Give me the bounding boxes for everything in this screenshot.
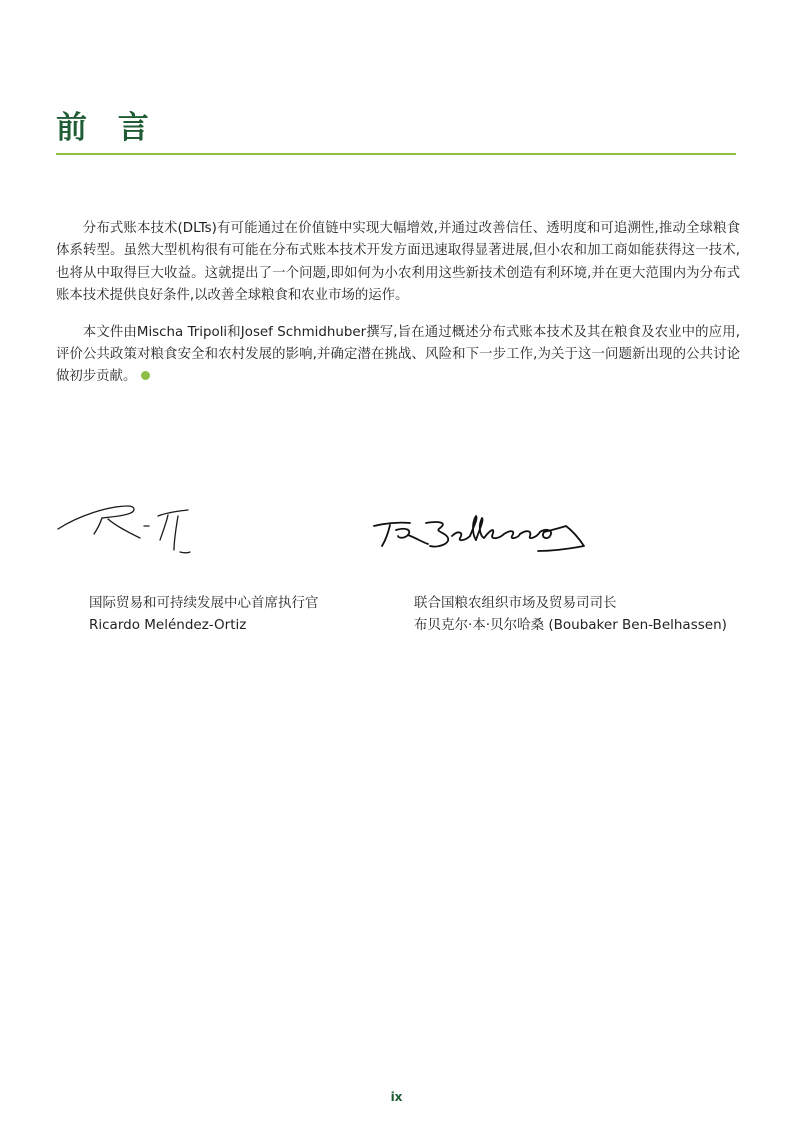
signatory-right xyxy=(414,592,727,636)
paragraph-2-text: 本文件由Mischa Tripoli和Josef Schmidhuber撰写,旨在通过概述分布式账本技术及其在粮食及农业中的应用,评价公共政策对粮食安全和农村发展的影响,并确定潜在挑战、风险和下一步工作,为关于这一问题新出现的公共讨论做初步贡献。 xyxy=(56,324,740,385)
end-mark-dot-icon xyxy=(141,371,150,380)
title-divider xyxy=(56,153,736,155)
signatory-role: 联合国粮农组织市场及贸易司司长 xyxy=(414,595,617,611)
signatory-name: 布贝克尔·本·贝尔哈桑 (Boubaker Ben-Belhassen) xyxy=(414,617,727,633)
signature-left-image xyxy=(56,496,386,558)
signatory-name: Ricardo Meléndez-Ortiz xyxy=(89,617,247,633)
page-number: ix xyxy=(390,1090,403,1104)
page-title: 前 言 xyxy=(56,110,159,146)
paragraph-1: 分布式账本技术(DLTs)有可能通过在价值链中实现大幅增效,并通过改善信任、透明度和可追溯性,推动全球粮食体系转型。虽然大型机构很有可能在分布式账本技术开发方面迅速取得显著进展,但小农和加工商如能获得这一技术,也将从中取得巨大收益。这就提出了一个问题,即如何为小农利用这些新技术创造有利环境,并在更大范围内为分布式账本技术提供良好条件,以改善全球粮食和农业市场的运作。 xyxy=(56,221,740,304)
signature-area xyxy=(56,496,740,558)
paragraph-2 xyxy=(56,322,740,389)
signatory-left xyxy=(89,592,319,636)
signatory-role: 国际贸易和可持续发展中心首席执行官 xyxy=(89,595,319,611)
signature-right-image xyxy=(368,496,648,558)
foreword-body xyxy=(56,218,740,403)
